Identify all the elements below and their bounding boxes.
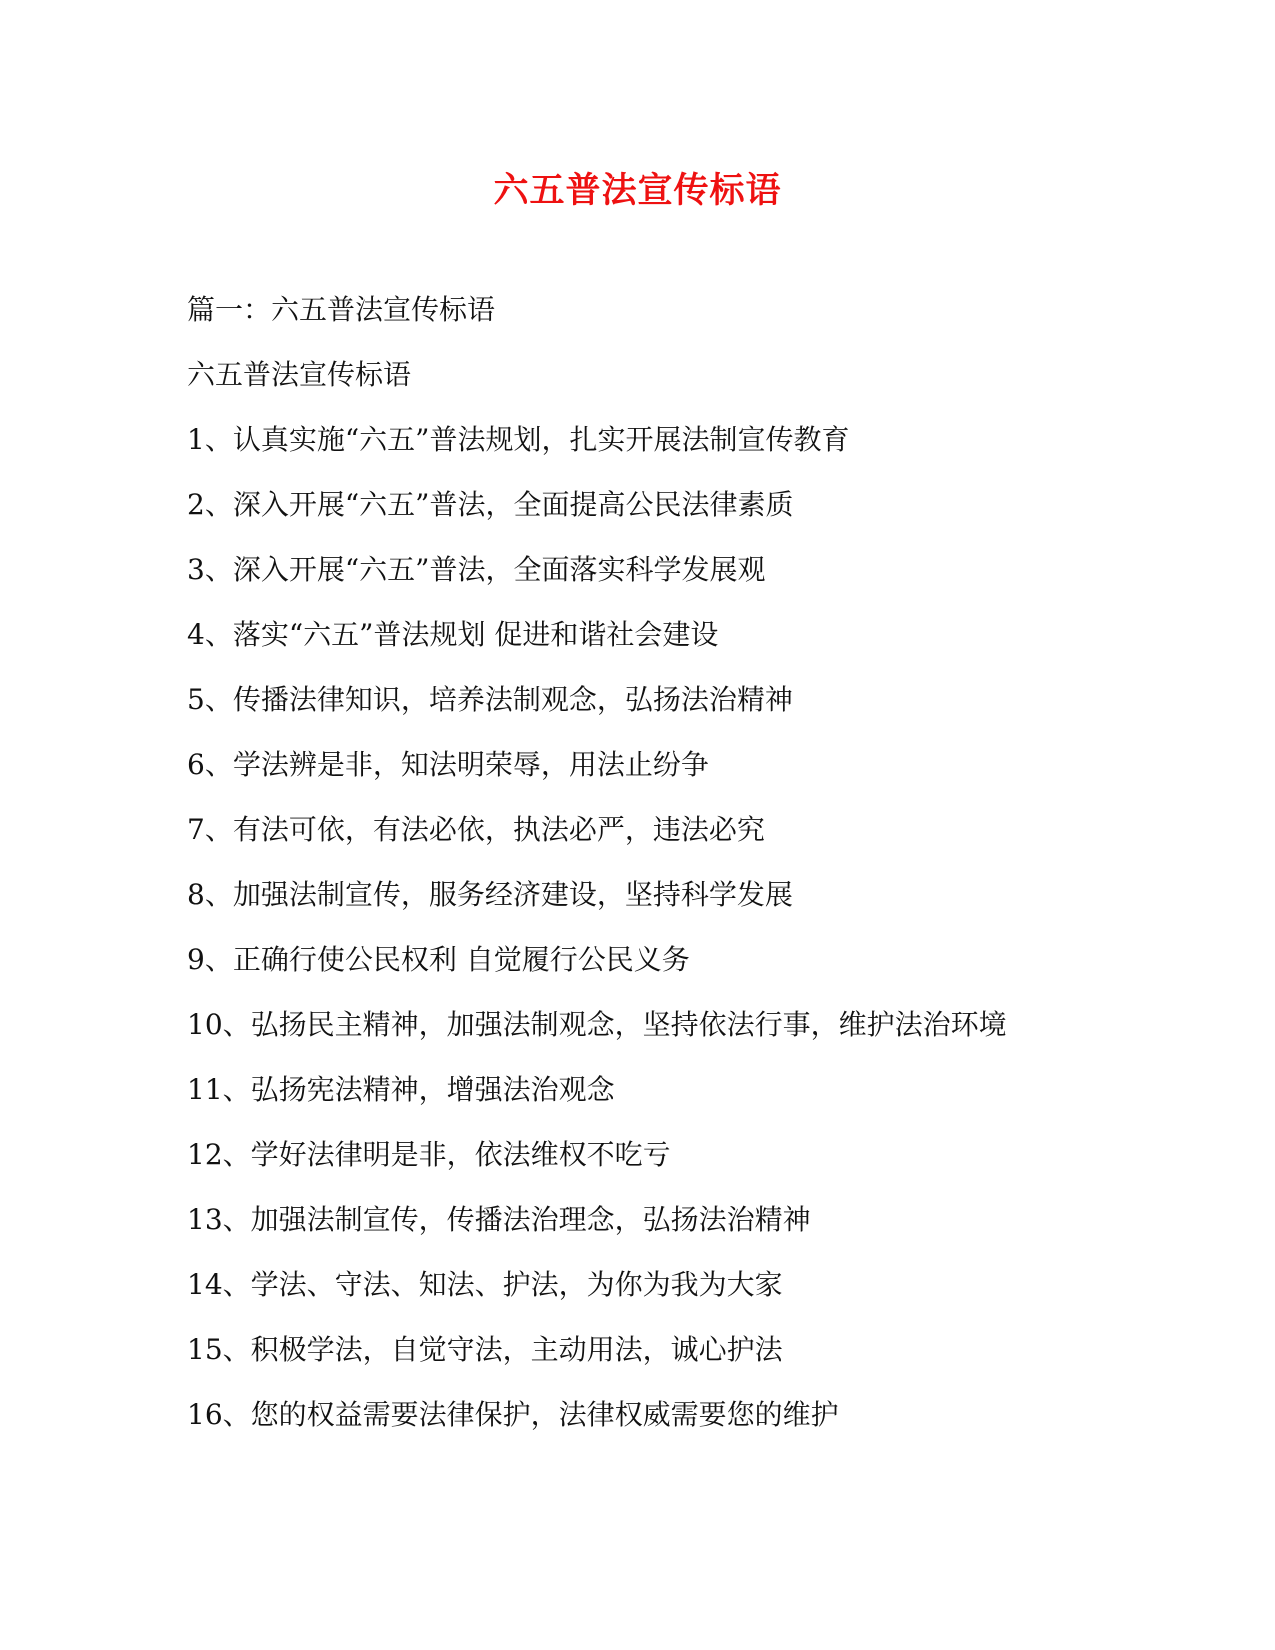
document-body <box>187 290 1137 1460</box>
list-item: 16、您的权益需要法律保护，法律权威需要您的维护 <box>187 1398 839 1431</box>
document-title: 六五普法宣传标语 <box>493 170 782 211</box>
list-item: 2、深入开展“六五”普法，全面提高公民法律素质 <box>187 488 794 521</box>
list-item: 14、学法、守法、知法、护法，为你为我为大家 <box>187 1268 783 1301</box>
list-item: 1、认真实施“六五”普法规划，扎实开展法制宣传教育 <box>187 423 850 456</box>
section-heading: 篇一：六五普法宣传标语 <box>187 293 496 326</box>
list-item: 10、弘扬民主精神，加强法制观念，坚持依法行事，维护法治环境 <box>187 1008 1007 1041</box>
list-item: 3、深入开展“六五”普法，全面落实科学发展观 <box>187 553 766 586</box>
list-item: 9、正确行使公民权利 自觉履行公民义务 <box>187 943 690 976</box>
list-item: 13、加强法制宣传，传播法治理念，弘扬法治精神 <box>187 1203 811 1236</box>
list-item: 7、有法可依，有法必依，执法必严，违法必究 <box>187 813 765 846</box>
slogan-list <box>187 420 1137 1435</box>
list-item: 12、学好法律明是非，依法维权不吃亏 <box>187 1138 671 1171</box>
list-item: 6、学法辨是非，知法明荣辱，用法止纷争 <box>187 748 709 781</box>
list-item: 8、加强法制宣传，服务经济建设，坚持科学发展 <box>187 878 793 911</box>
subtitle: 六五普法宣传标语 <box>187 358 412 391</box>
list-item: 5、传播法律知识，培养法制观念，弘扬法治精神 <box>187 683 793 716</box>
list-item: 4、落实“六五”普法规划 促进和谐社会建设 <box>187 618 719 651</box>
list-item: 11、弘扬宪法精神，增强法治观念 <box>187 1073 615 1106</box>
list-item: 15、积极学法，自觉守法，主动用法，诚心护法 <box>187 1333 783 1366</box>
